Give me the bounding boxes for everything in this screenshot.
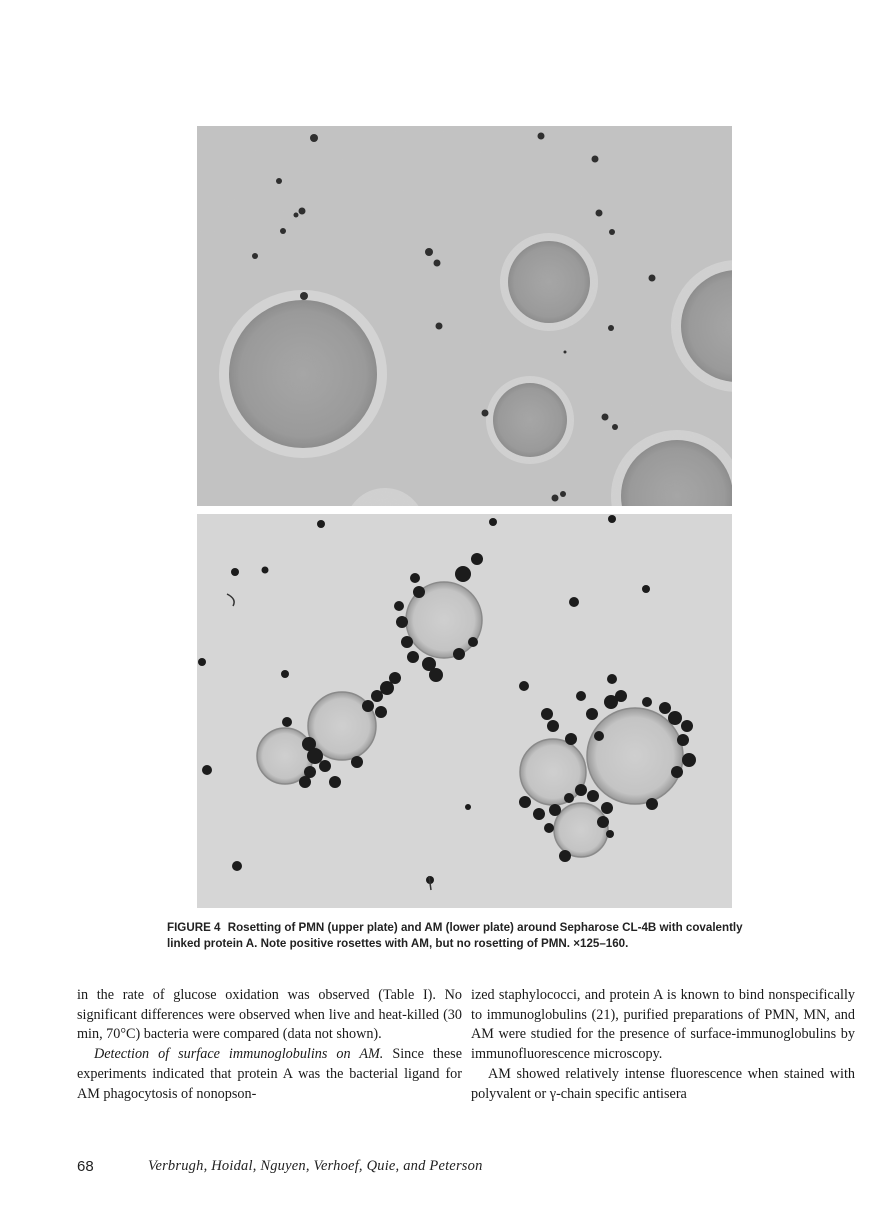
right-paragraph-1: ized staphylococci, and protein A is known to bind nonspecifically to immunoglobulins (21), purified preparations of PMN, MN, and AM were studied for the presence of surface-immunoglobulins by immunofluorescence microscopy.: [471, 987, 855, 1063]
right-paragraph-2: AM showed relatively intense fluorescence when stained with polyvalent or γ-chain specific antisera: [471, 1065, 855, 1102]
section-run-in-heading: Detection of surface immunoglobulins on AM.: [94, 1046, 384, 1063]
body-column-left: [77, 986, 462, 1104]
left-paragraph-1: in the rate of glucose oxidation was observed (Table I). No significant differences were observed when live and heat-killed (30 min, 70°C) bacteria were compared (data not shown).: [77, 987, 462, 1043]
left-paragraph-2-text: Since these experiments indicated that protein A was the bacterial ligand for AM phagocytosis of nonopson-: [77, 1046, 462, 1102]
figure-caption: [167, 920, 777, 951]
figure-lower-plate: [197, 514, 732, 908]
running-footer-authors: Verbrugh, Hoidal, Nguyen, Verhoef, Quie, and Peterson: [148, 1158, 483, 1174]
figure-upper-plate: [197, 126, 732, 506]
upper-plate-micrograph: [197, 126, 732, 506]
lower-plate-micrograph: [197, 514, 732, 908]
left-paragraph-2: [77, 1045, 462, 1104]
figure-caption-text: Rosetting of PMN (upper plate) and AM (lower plate) around Sepharose CL-4B with covalently linked protein A. Note positive rosettes with AM, but no rosetting of PMN. ×125–160.: [167, 921, 743, 950]
body-column-right: [471, 986, 855, 1104]
page-number: 68: [77, 1158, 94, 1175]
figure-label: FIGURE 4: [167, 921, 221, 934]
